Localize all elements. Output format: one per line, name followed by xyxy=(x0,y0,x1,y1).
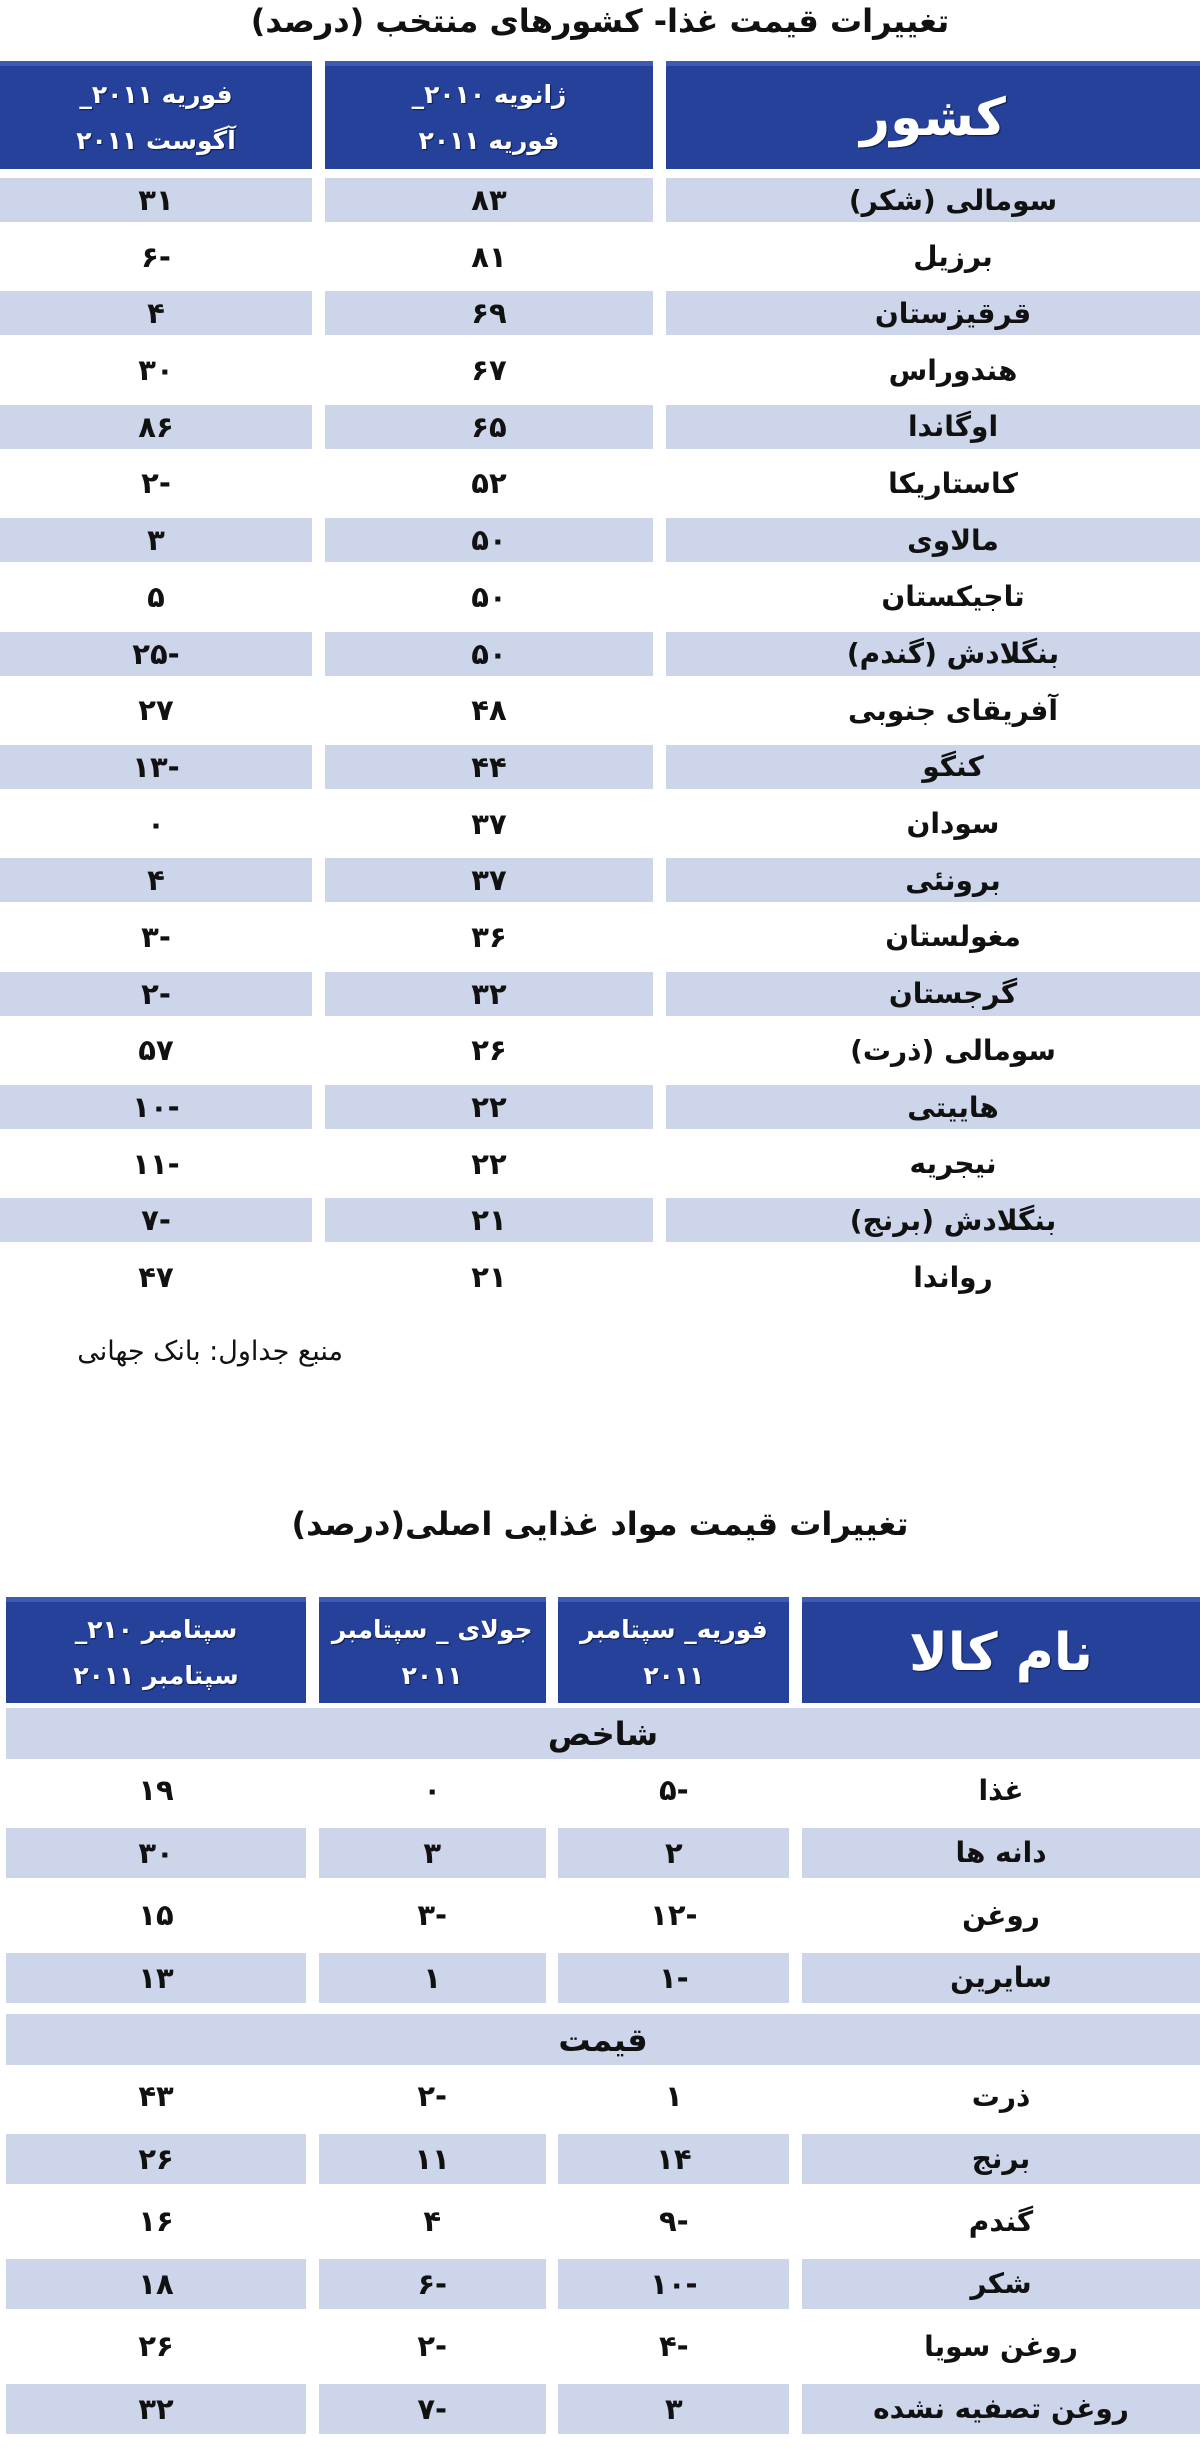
jan2010-feb2011-cell: ۵۰ xyxy=(325,632,653,676)
jan2010-feb2011-cell: ۳۶ xyxy=(471,919,507,954)
table-row xyxy=(0,1249,1200,1306)
table-row xyxy=(0,852,1200,909)
country-cell: تاجیکستان xyxy=(881,580,1025,614)
table-row xyxy=(0,1022,1200,1079)
table-row xyxy=(0,569,1200,626)
value-cell: ۳ xyxy=(319,1828,546,1878)
column-header-line: جولای _ سپتامبر xyxy=(331,1614,533,1644)
feb2011-aug2011-cell: ۴ xyxy=(0,291,312,335)
column-header xyxy=(0,61,312,169)
jan2010-feb2011-cell: ۲۱ xyxy=(471,1260,507,1295)
feb2011-aug2011-cell: ۴۷ xyxy=(138,1260,174,1295)
jan2010-feb2011-cell: ۲۲ xyxy=(471,1146,507,1181)
table-row xyxy=(0,399,1200,456)
column-header-line: سپتامبر ۲۰۱۱ xyxy=(73,1660,239,1690)
table-row xyxy=(0,512,1200,569)
commodity-name-cell: ذرت xyxy=(971,2079,1031,2113)
jan2010-feb2011-cell: ۵۲ xyxy=(471,466,507,501)
commodity-name-cell: سایرین xyxy=(802,1953,1200,2003)
feb2011-aug2011-cell: ۳۰ xyxy=(138,353,174,388)
country-cell: قرقیزستان xyxy=(666,291,1200,335)
feb2011-aug2011-cell: ۵۷ xyxy=(138,1033,174,1068)
value-cell: ۳ xyxy=(558,2384,789,2434)
header-row xyxy=(0,61,1200,169)
column-header-line: ژانویه ۲۰۱۰_ xyxy=(411,79,567,109)
feb2011-aug2011-cell: ۸۶ xyxy=(0,405,312,449)
column-header-line: کشور xyxy=(860,87,1006,148)
column-header-text xyxy=(412,72,567,164)
feb2011-aug2011-cell: ۲۵- xyxy=(0,632,312,676)
value-cell: ۲۶ xyxy=(138,2329,174,2363)
value-cell: ۴ xyxy=(423,2204,442,2238)
table1-title: تغییرات قیمت غذا- کشورهای منتخب (درصد) xyxy=(250,2,950,40)
country-cell: اوگاندا xyxy=(666,405,1200,449)
jan2010-feb2011-cell: ۸۱ xyxy=(471,239,507,274)
commodity-name-cell: گندم xyxy=(968,2204,1034,2238)
country-cell: هندوراس xyxy=(888,353,1018,387)
feb2011-aug2011-cell: ۳ xyxy=(0,518,312,562)
feb2011-aug2011-cell: ۱۳- xyxy=(0,745,312,789)
table-row xyxy=(0,2253,1200,2316)
feb2011-aug2011-cell: ۵ xyxy=(147,579,165,614)
table-row xyxy=(0,1884,1200,1947)
value-cell: ۲- xyxy=(417,2079,448,2113)
country-cell: سومالی (شکر) xyxy=(666,178,1200,222)
value-cell: ۱۴ xyxy=(558,2134,789,2184)
value-cell: ۳- xyxy=(417,1898,448,1932)
table-row xyxy=(0,1759,1200,1822)
value-cell: ۴- xyxy=(658,2329,689,2363)
country-cell: بنگلادش (برنج) xyxy=(666,1198,1200,1242)
column-header-text xyxy=(332,1607,533,1699)
value-cell: ۳۰ xyxy=(6,1828,306,1878)
jan2010-feb2011-cell: ۸۳ xyxy=(325,178,653,222)
commodity-price-table xyxy=(0,1597,1200,2440)
table-row xyxy=(0,1947,1200,2010)
feb2011-aug2011-cell: ۷- xyxy=(0,1198,312,1242)
value-cell: ۹- xyxy=(658,2204,689,2238)
jan2010-feb2011-cell: ۴۴ xyxy=(325,745,653,789)
commodity-name-cell: روغن تصفیه نشده xyxy=(802,2384,1200,2434)
feb2011-aug2011-cell: ۳۱ xyxy=(0,178,312,222)
value-cell: ۱۵ xyxy=(138,1898,174,1932)
commodity-name-cell: شکر xyxy=(802,2259,1200,2309)
table-row xyxy=(0,2315,1200,2378)
value-cell: ۳۲ xyxy=(6,2384,306,2434)
table-row xyxy=(0,796,1200,853)
table-row xyxy=(0,172,1200,229)
value-cell: ۱۲- xyxy=(650,1898,698,1932)
commodity-name-cell: برنج xyxy=(802,2134,1200,2184)
jan2010-feb2011-cell: ۴۸ xyxy=(471,693,507,728)
value-cell: ۱۸ xyxy=(6,2259,306,2309)
jan2010-feb2011-cell: ۶۵ xyxy=(325,405,653,449)
jan2010-feb2011-cell: ۵۰ xyxy=(325,518,653,562)
feb2011-aug2011-cell: ۲- xyxy=(141,466,171,501)
jan2010-feb2011-cell: ۶۹ xyxy=(325,291,653,335)
commodity-name-cell: روغن xyxy=(962,1898,1040,1932)
column-header xyxy=(325,61,653,169)
commodity-name-cell: روغن سویا xyxy=(924,2329,1078,2363)
table-row xyxy=(0,1079,1200,1136)
feb2011-aug2011-cell: ۴ xyxy=(0,858,312,902)
column-header-line: فوریه ۲۰۱۱ xyxy=(418,125,560,155)
jan2010-feb2011-cell: ۲۶ xyxy=(471,1033,507,1068)
source-note: منبع جداول: بانک جهانی xyxy=(77,1336,343,1367)
table2-title: تغییرات قیمت مواد غذایی اصلی(درصد) xyxy=(291,1505,909,1543)
country-cell: نیجریه xyxy=(909,1147,997,1181)
table-row xyxy=(0,285,1200,342)
country-cell: کنگو xyxy=(666,745,1200,789)
feb2011-aug2011-cell: ۱۱- xyxy=(132,1146,180,1181)
table-row xyxy=(0,342,1200,399)
jan2010-feb2011-cell: ۵۰ xyxy=(471,579,507,614)
value-cell: ۲۶ xyxy=(6,2134,306,2184)
feb2011-aug2011-cell: ۱۰- xyxy=(0,1085,312,1129)
table-row xyxy=(0,909,1200,966)
column-header xyxy=(666,61,1200,169)
jan2010-feb2011-cell: ۲۱ xyxy=(325,1198,653,1242)
commodity-name-cell: دانه ها xyxy=(802,1828,1200,1878)
column-header-line: ۲۰۱۱ xyxy=(643,1660,705,1690)
value-cell: ۱۹ xyxy=(138,1773,174,1807)
country-cell: برزیل xyxy=(913,240,993,274)
column-header-line: آگوست ۲۰۱۱ xyxy=(76,125,236,155)
column-header xyxy=(558,1597,789,1703)
value-cell: ۵- xyxy=(658,1773,689,1807)
country-food-price-table xyxy=(0,61,1200,1306)
country-cell: هاییتی xyxy=(666,1085,1200,1129)
country-cell: گرجستان xyxy=(666,972,1200,1016)
country-cell: رواندا xyxy=(913,1260,993,1294)
column-header-line: ۲۰۱۱ xyxy=(401,1660,463,1690)
value-cell: ۷- xyxy=(319,2384,546,2434)
table-row xyxy=(0,1136,1200,1193)
value-cell: ۱ xyxy=(664,2079,683,2113)
commodity-name-cell: غذا xyxy=(978,1773,1024,1807)
table-row xyxy=(0,1192,1200,1249)
table-row xyxy=(0,2128,1200,2191)
column-header-line: سپتامبر ۲۱۰_ xyxy=(74,1614,238,1644)
table-row xyxy=(0,2378,1200,2441)
header-row xyxy=(0,1597,1200,1703)
table-row xyxy=(0,2190,1200,2253)
section-header-row: قیمت xyxy=(6,2014,1200,2065)
table-row xyxy=(0,739,1200,796)
table-row xyxy=(0,455,1200,512)
feb2011-aug2011-cell: ۲۷ xyxy=(138,693,174,728)
value-cell: ۱ xyxy=(319,1953,546,2003)
column-header-text xyxy=(73,1607,238,1699)
table-row xyxy=(0,966,1200,1023)
country-cell: مغولستان xyxy=(885,920,1021,954)
table-row xyxy=(0,682,1200,739)
column-header-text xyxy=(860,88,1006,148)
column-header-text xyxy=(909,1623,1093,1683)
country-cell: سومالی (ذرت) xyxy=(850,1033,1056,1067)
table-row xyxy=(0,229,1200,286)
jan2010-feb2011-cell: ۳۷ xyxy=(471,806,507,841)
value-cell: ۱۱ xyxy=(319,2134,546,2184)
jan2010-feb2011-cell: ۳۲ xyxy=(325,972,653,1016)
column-header-line: فوریه_ سپتامبر xyxy=(579,1614,768,1644)
feb2011-aug2011-cell: ۳- xyxy=(141,919,171,954)
value-cell: ۴۳ xyxy=(138,2079,174,2113)
value-cell: ۶- xyxy=(319,2259,546,2309)
feb2011-aug2011-cell: ۶- xyxy=(141,239,171,274)
country-cell: برونئی xyxy=(666,858,1200,902)
value-cell: ۱۳ xyxy=(6,1953,306,2003)
table-row xyxy=(0,626,1200,683)
jan2010-feb2011-cell: ۳۷ xyxy=(325,858,653,902)
column-header xyxy=(802,1597,1200,1703)
feb2011-aug2011-cell: ۲- xyxy=(0,972,312,1016)
value-cell: ۰ xyxy=(423,1773,442,1807)
table-row xyxy=(0,1822,1200,1885)
country-cell: بنگلادش (گندم) xyxy=(666,632,1200,676)
column-header xyxy=(319,1597,546,1703)
country-cell: مالاوی xyxy=(666,518,1200,562)
table-row xyxy=(0,2065,1200,2128)
column-header xyxy=(6,1597,306,1703)
column-header-text xyxy=(76,72,236,164)
feb2011-aug2011-cell: ۰ xyxy=(147,806,165,841)
value-cell: ۱۶ xyxy=(138,2204,174,2238)
value-cell: ۲- xyxy=(417,2329,448,2363)
column-header-text xyxy=(580,1607,768,1699)
section-header-row: شاخص xyxy=(6,1708,1200,1759)
column-header-line: فوریه ۲۰۱۱_ xyxy=(79,79,233,109)
value-cell: ۱- xyxy=(558,1953,789,2003)
country-cell: آفریقای جنوبی xyxy=(848,693,1058,727)
column-header-line: نام کالا xyxy=(909,1622,1093,1683)
country-cell: سودان xyxy=(906,807,1000,841)
value-cell: ۱۰- xyxy=(558,2259,789,2309)
value-cell: ۲ xyxy=(558,1828,789,1878)
jan2010-feb2011-cell: ۲۲ xyxy=(325,1085,653,1129)
country-cell: کاستاریکا xyxy=(888,466,1018,500)
jan2010-feb2011-cell: ۶۷ xyxy=(471,353,507,388)
